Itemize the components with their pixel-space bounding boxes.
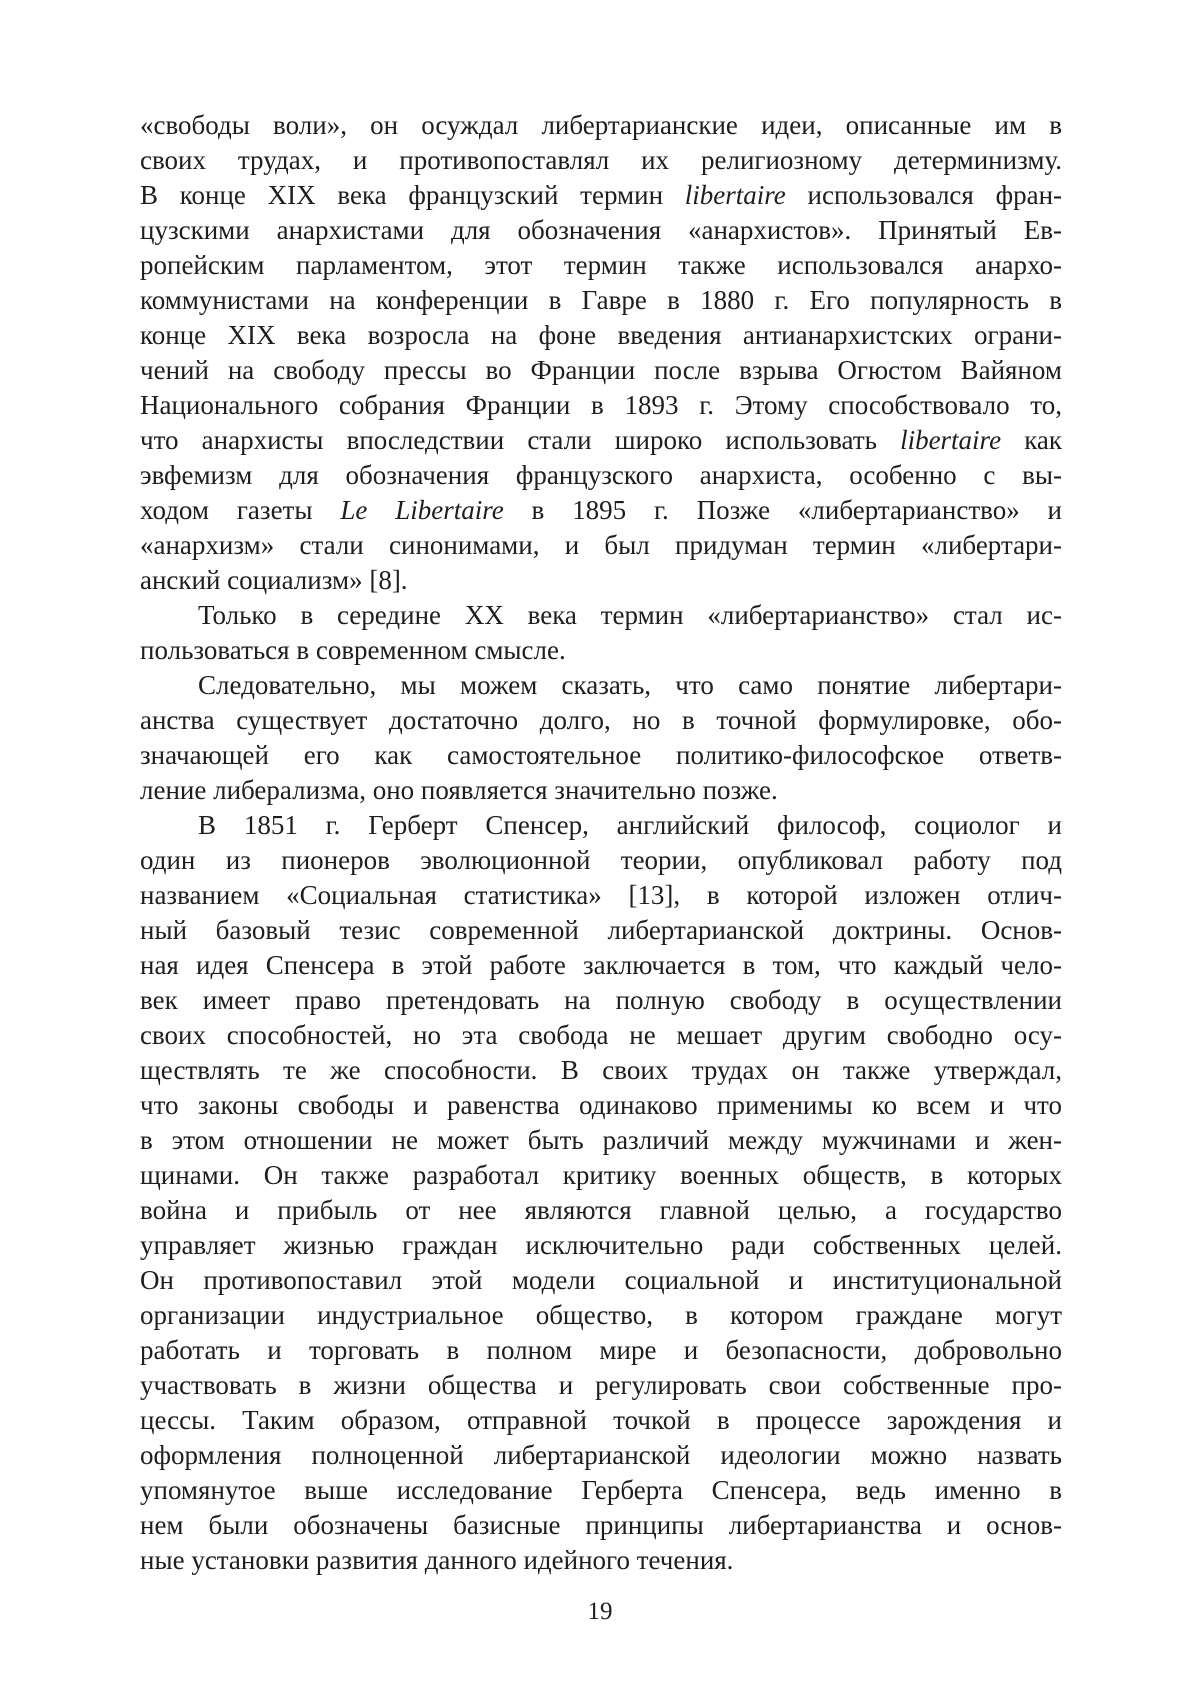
text-segment: своих трудах, и противопоставлял их религиозному детерминизму. [140, 145, 1062, 175]
text-line [140, 1263, 1062, 1298]
text-line [140, 738, 1062, 773]
text-segment: век имеет право претендовать на полную свободу в осуществлении [140, 985, 1062, 1015]
text-line [140, 773, 1062, 808]
paragraph [140, 808, 1062, 1578]
text-segment: цузскими анархистами для обозначения «анархистов». Принятый Ев- [140, 215, 1062, 245]
text-line [140, 1228, 1062, 1263]
text-line [140, 1403, 1062, 1438]
text-segment: щинами. Он также разработал критику военных обществ, в которых [140, 1160, 1062, 1190]
text-line [140, 178, 1062, 213]
text-line [140, 1088, 1062, 1123]
text-segment: как [1001, 425, 1063, 455]
text-segment: цессы. Таким образом, отправной точкой в процессе зарождения и [140, 1405, 1062, 1435]
text-line [140, 1333, 1062, 1368]
text-line [140, 1158, 1062, 1193]
text-line [140, 703, 1062, 738]
text-line [140, 1438, 1062, 1473]
text-line [140, 1018, 1062, 1053]
text-segment: нем были обозначены базисные принципы либертарианства и основ- [140, 1510, 1062, 1540]
text-line [140, 913, 1062, 948]
text-line [140, 248, 1062, 283]
text-segment: коммунистами на конференции в Гавре в 1880 г. Его популярность в [140, 285, 1062, 315]
text-segment: Национального собрания Франции в 1893 г. Этому способствовало то, [140, 390, 1062, 420]
text-segment: использовался фран- [785, 180, 1063, 210]
text-segment: пользоваться в современном смысле. [140, 635, 566, 665]
text-segment: ление либерализма, оно появляется значительно позже. [140, 775, 778, 805]
text-segment: участвовать в жизни общества и регулировать свои собственные про- [140, 1370, 1062, 1400]
italic-term: Le Libertaire [340, 495, 504, 525]
text-segment: ная идея Спенсера в этой работе заключается в том, что каждый чело- [140, 950, 1062, 980]
text-line [140, 1473, 1062, 1508]
text-segment: организации индустриальное общество, в котором граждане могут [140, 1300, 1062, 1330]
text-segment: что законы свободы и равенства одинаково применимы ко всем и что [140, 1090, 1062, 1120]
text-line [140, 1193, 1062, 1228]
text-segment: ществлять те же способности. В своих трудах он также утверждал, [140, 1055, 1062, 1085]
text-segment: названием «Социальная статистика» [13], в которой изложен отлич- [140, 880, 1062, 910]
paragraph [140, 108, 1062, 598]
text-line [140, 1298, 1062, 1333]
text-segment: В конце XIX века французский термин [140, 180, 685, 210]
text-segment: управляет жизнью граждан исключительно ради собственных целей. [140, 1230, 1062, 1260]
paragraph [140, 668, 1062, 808]
text-segment: Он противопоставил этой модели социальной и институциональной [140, 1265, 1062, 1295]
text-line [140, 528, 1062, 563]
text-line [140, 353, 1062, 388]
text-segment: анства существует достаточно долго, но в точной формулировке, обо- [140, 705, 1062, 735]
text-segment: конце XIX века возросла на фоне введения антианархистских ограни- [140, 320, 1062, 350]
text-segment: ные установки развития данного идейного течения. [140, 1545, 734, 1575]
text-segment: упомянутое выше исследование Герберта Спенсера, ведь именно в [140, 1475, 1062, 1505]
text-segment: Только в середине XX века термин «либертарианство» стал ис- [198, 600, 1062, 630]
text-segment: один из пионеров эволюционной теории, опубликовал работу под [140, 845, 1062, 875]
italic-term: libertaire [900, 425, 1002, 455]
text-line [140, 108, 1062, 143]
text-line [140, 1123, 1062, 1158]
text-segment: Следовательно, мы можем сказать, что само понятие либертари- [198, 670, 1062, 700]
text-line [140, 493, 1062, 528]
text-segment: эвфемизм для обозначения французского анархиста, особенно с вы- [140, 460, 1062, 490]
text-line [140, 143, 1062, 178]
text-segment: ропейским парламентом, этот термин также использовался анархо- [140, 250, 1062, 280]
page-number: 19 [587, 1598, 613, 1625]
text-line [140, 633, 1062, 668]
text-line [140, 423, 1062, 458]
text-line [140, 388, 1062, 423]
text-line [140, 1543, 1062, 1578]
text-segment: оформления полноценной либертарианской идеологии можно назвать [140, 1440, 1062, 1470]
text-line [140, 1368, 1062, 1403]
text-body [140, 108, 1062, 1578]
text-line [140, 458, 1062, 493]
text-segment: работать и торговать в полном мире и безопасности, добровольно [140, 1335, 1062, 1365]
text-line [140, 843, 1062, 878]
text-segment: «свободы воли», он осуждал либертарианские идеи, описанные им в [140, 110, 1062, 140]
text-line [140, 983, 1062, 1018]
text-segment: ходом газеты [140, 495, 341, 525]
text-segment: анский социализм» [8]. [140, 565, 408, 595]
text-line [140, 1508, 1062, 1543]
text-line [140, 213, 1062, 248]
text-line [140, 1053, 1062, 1088]
paragraph [140, 598, 1062, 668]
text-line [140, 668, 1062, 703]
text-segment: в 1895 г. Позже «либертарианство» и [503, 495, 1062, 525]
text-segment: что анархисты впоследствии стали широко использовать [140, 425, 901, 455]
text-segment: значающей его как самостоятельное политико-философское ответв- [140, 740, 1062, 770]
text-segment: В 1851 г. Герберт Спенсер, английский философ, социолог и [198, 810, 1062, 840]
text-segment: «анархизм» стали синонимами, и был придуман термин «либертари- [140, 530, 1062, 560]
text-segment: в этом отношении не может быть различий между мужчинами и жен- [140, 1125, 1062, 1155]
text-segment: война и прибыль от нее являются главной целью, а государство [140, 1195, 1062, 1225]
text-segment: ный базовый тезис современной либертарианской доктрины. Основ- [140, 915, 1062, 945]
text-line [140, 318, 1062, 353]
text-segment: своих способностей, но эта свобода не мешает другим свободно осу- [140, 1020, 1062, 1050]
text-segment: чений на свободу прессы во Франции после взрыва Огюстом Вайяном [140, 355, 1062, 385]
text-line [140, 808, 1062, 843]
text-line [140, 283, 1062, 318]
italic-term: libertaire [684, 180, 786, 210]
text-line [140, 878, 1062, 913]
text-line [140, 948, 1062, 983]
text-line [140, 563, 1062, 598]
text-line [140, 598, 1062, 633]
